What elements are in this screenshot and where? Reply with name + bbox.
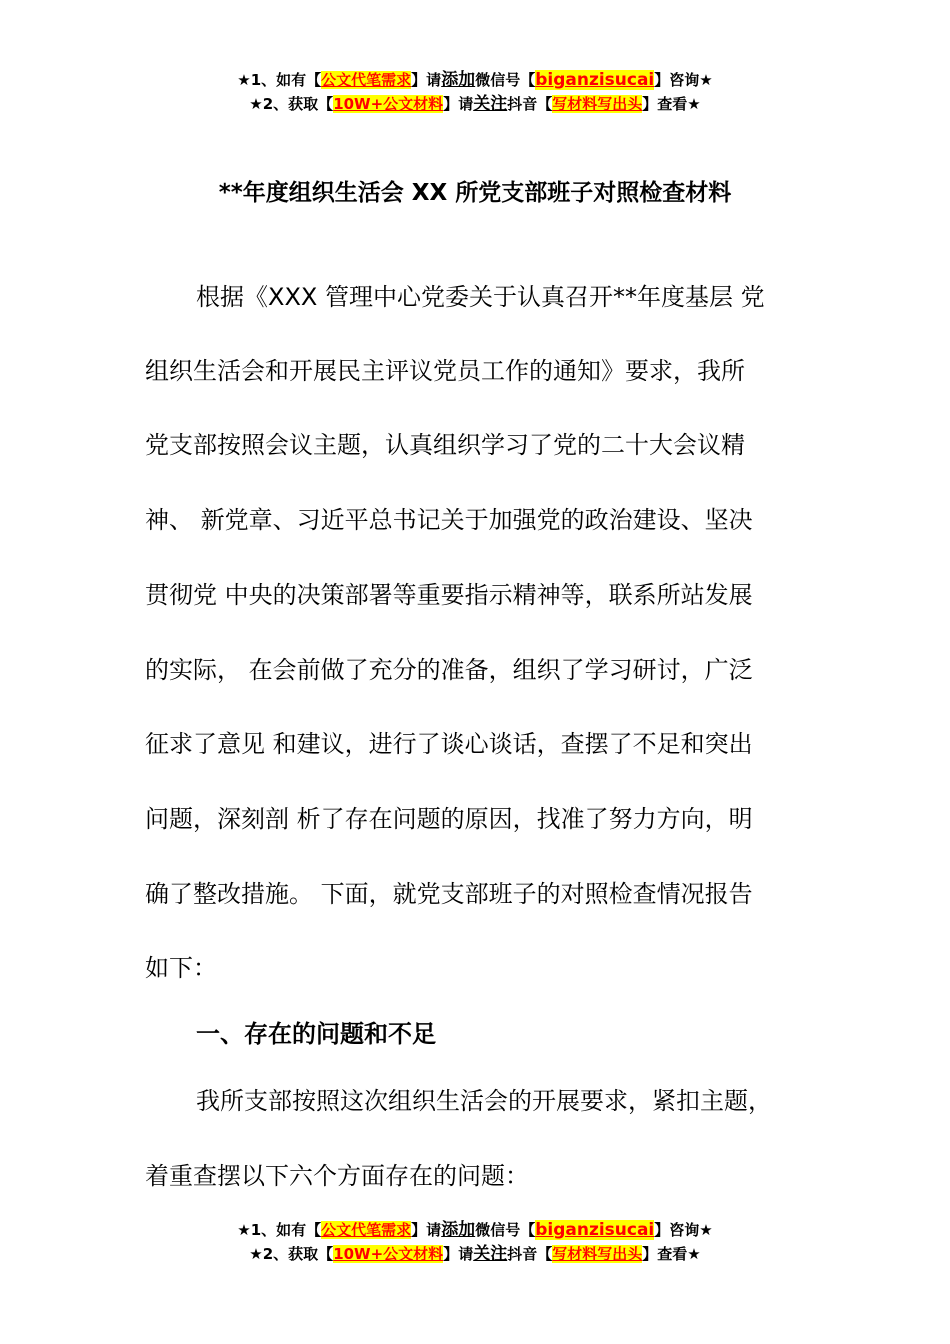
banner-text: 】查看★ — [642, 1245, 701, 1263]
footer-banner — [0, 1218, 950, 1266]
banner-text: 抖音【 — [507, 95, 553, 113]
banner-line-1 — [0, 68, 950, 92]
highlight-douyin: 写材料写出头 — [552, 95, 643, 113]
banner-emphasis: 添加 — [441, 70, 476, 90]
paragraph-line: 贯彻党 中央的决策部署等重要指示精神等，联系所站发展 — [145, 581, 753, 609]
highlight-douyin: 写材料写出头 — [552, 1245, 643, 1263]
banner-emphasis: 添加 — [441, 1220, 476, 1240]
banner-text: ★1、如有【 — [237, 71, 322, 89]
highlight-wechat-id: biganzisucai — [535, 1220, 655, 1240]
header-banner — [0, 68, 950, 116]
highlight-materials: 10W+公文材料 — [333, 95, 444, 113]
banner-text: 】请 — [411, 71, 442, 89]
banner-text: ★2、获取【 — [249, 95, 334, 113]
banner-emphasis: 关注 — [473, 94, 508, 114]
paragraph-line: 我所支部按照这次组织生活会的开展要求，紧扣主题， — [196, 1087, 772, 1115]
banner-text: ★2、获取【 — [249, 1245, 334, 1263]
paragraph-line: 如下： — [145, 954, 217, 982]
banner-text: 】咨询★ — [654, 71, 713, 89]
banner-text: ★1、如有【 — [237, 1221, 322, 1239]
highlight-service: 公文代笔需求 — [321, 71, 412, 89]
paragraph-line: 确了整改措施。 下面，就党支部班子的对照检查情况报告 — [145, 880, 753, 908]
highlight-service: 公文代笔需求 — [321, 1221, 412, 1239]
document-title: **年度组织生活会 XX 所党支部班子对照检查材料 — [218, 180, 732, 206]
paragraph-line: 征求了意见 和建议，进行了谈心谈话，查摆了不足和突出 — [145, 730, 753, 758]
highlight-materials: 10W+公文材料 — [333, 1245, 444, 1263]
paragraph-line: 神、 新党章、习近平总书记关于加强党的政治建设、坚决 — [145, 506, 753, 534]
banner-text: 】请 — [443, 1245, 474, 1263]
paragraph-line: 根据《XXX 管理中心党委关于认真召开**年度基层 党 — [196, 283, 765, 311]
banner-text: 抖音【 — [507, 1245, 553, 1263]
banner-line-2 — [0, 1242, 950, 1266]
banner-text: 微信号【 — [475, 1221, 536, 1239]
paragraph-line: 组织生活会和开展民主评议党员工作的通知》要求，我所 — [145, 357, 745, 385]
banner-text: 】请 — [411, 1221, 442, 1239]
banner-line-1 — [0, 1218, 950, 1242]
banner-emphasis: 关注 — [473, 1244, 508, 1264]
paragraph-line: 问题，深刻剖 析了存在问题的原因，找准了努力方向，明 — [145, 805, 753, 833]
paragraph-line: 的实际， 在会前做了充分的准备，组织了学习研讨，广泛 — [145, 656, 753, 684]
banner-text: 】查看★ — [642, 95, 701, 113]
highlight-wechat-id: biganzisucai — [535, 70, 655, 90]
banner-text: 】咨询★ — [654, 1221, 713, 1239]
section-heading: 一、存在的问题和不足 — [196, 1020, 436, 1048]
banner-line-2 — [0, 92, 950, 116]
paragraph-line: 党支部按照会议主题，认真组织学习了党的二十大会议精 — [145, 431, 745, 459]
paragraph-line: 着重查摆以下六个方面存在的问题： — [145, 1162, 529, 1190]
banner-text: 】请 — [443, 95, 474, 113]
banner-text: 微信号【 — [475, 71, 536, 89]
